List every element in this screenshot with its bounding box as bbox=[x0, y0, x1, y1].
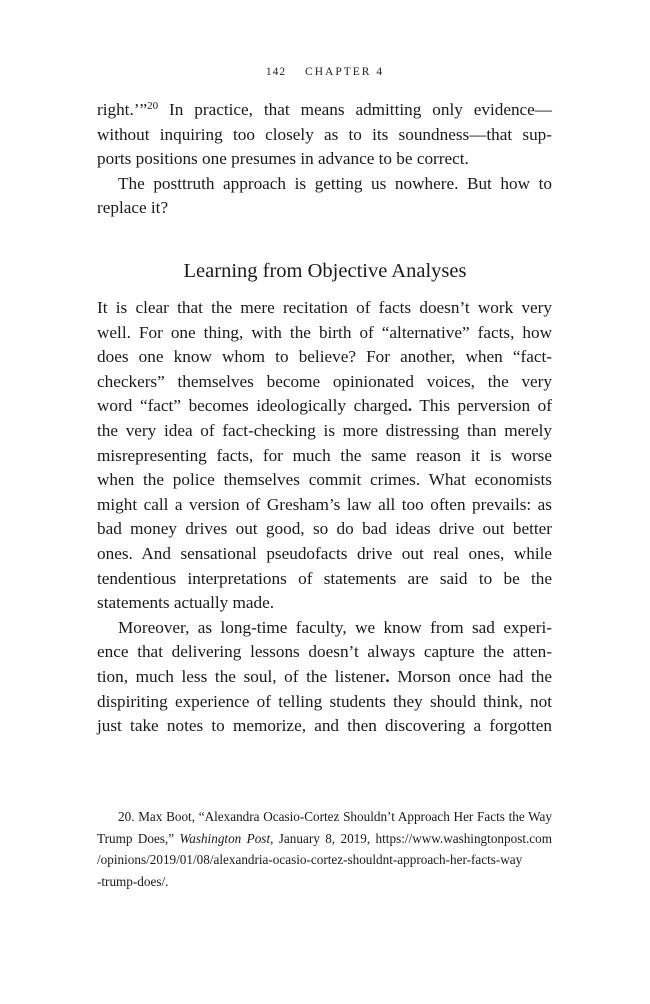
paragraph-3-line-5 bbox=[97, 394, 552, 419]
paragraph-3-line-3: does one know whom to believe? For another, when “fact- bbox=[97, 347, 552, 367]
section-heading: Learning from Objective Analyses bbox=[183, 260, 467, 282]
text-run: Trump Does,” bbox=[97, 830, 180, 846]
body-text-top bbox=[97, 98, 552, 221]
paragraph-4-line-4: dispiriting experience of telling students they should think, not bbox=[97, 691, 552, 711]
paragraph-3-line-13: statements actually made. bbox=[97, 593, 275, 613]
page-number: 142 bbox=[265, 66, 287, 78]
chapter-label: CHAPTER 4 bbox=[305, 66, 385, 78]
footnote-reference[interactable]: 20 bbox=[147, 100, 159, 112]
footnote-url: , January 8, 2019, https://www.washingtonpost.com bbox=[270, 830, 552, 846]
paragraph-4-line-2: ence that delivering lessons doesn’t always capture the atten- bbox=[97, 642, 552, 662]
paragraph-3-line-6: the very idea of fact-checking is more distressing than merely bbox=[97, 420, 552, 440]
footnote-line-3: /opinions/2019/01/08/alexandria-ocasio-cortez-shouldnt-approach-her-facts-way bbox=[97, 852, 523, 867]
paragraph-3-line-10: bad money drives out good, so do bad ideas drive out better bbox=[97, 519, 552, 539]
footnote-line-1: 20. Max Boot, “Alexandra Ocasio-Cortez Shouldn’t Approach Her Facts the Way bbox=[118, 809, 552, 824]
paragraph-1-line-2: without inquiring too closely as to its soundness—that sup- bbox=[97, 124, 552, 144]
publication-title: Washington Post bbox=[179, 830, 271, 846]
paragraph-1-line-1 bbox=[97, 98, 552, 123]
paragraph-3-line-4: checkers” themselves become opinionated voices, the very bbox=[97, 371, 552, 391]
paragraph-3-line-9: might call a version of Gresham’s law all too often prevails: as bbox=[97, 494, 552, 514]
paragraph-3-line-7: misrepresenting facts, for much the same reason it is worse bbox=[97, 445, 552, 465]
paragraph-4-line-3 bbox=[97, 665, 552, 690]
text-run: In practice, that means admitting only evidence— bbox=[158, 100, 552, 119]
text-run: word “fact” becomes ideologically charged bbox=[97, 396, 408, 416]
footnote-line-2 bbox=[97, 828, 552, 850]
paragraph-3-line-11: ones. And sensational pseudofacts drive out real ones, while bbox=[97, 543, 552, 563]
running-head bbox=[0, 66, 650, 78]
paragraph-2-line-2: replace it? bbox=[97, 198, 169, 218]
text-run: right.’” bbox=[97, 100, 148, 119]
paragraph-4-line-5: just take notes to memorize, and then discovering a forgotten bbox=[97, 716, 552, 736]
footnote-line-4: -trump-does/. bbox=[97, 873, 169, 889]
paragraph-4-line-1: Moreover, as long-time faculty, we know from sad experi- bbox=[118, 617, 552, 637]
text-run: Morson once had the bbox=[389, 666, 552, 686]
paragraph-3-line-8: when the police themselves commit crimes. What economists bbox=[97, 470, 552, 490]
text-run: . bbox=[385, 666, 390, 686]
paragraph-3-line-12: tendentious interpretations of statements are said to be the bbox=[97, 568, 552, 588]
paragraph-1-line-3: ports positions one presumes in advance to be correct. bbox=[97, 149, 469, 169]
body-text-main bbox=[97, 296, 552, 739]
paragraph-3-line-1: It is clear that the mere recitation of facts doesn’t work very bbox=[97, 298, 552, 317]
text-run: tion, much less the soul, of the listener bbox=[97, 666, 386, 686]
paragraph-3-line-2: well. For one thing, with the birth of “alternative” facts, how bbox=[97, 322, 552, 342]
footnote bbox=[97, 806, 552, 892]
text-run: . bbox=[407, 396, 413, 416]
paragraph-2-line-1: The posttruth approach is getting us nowhere. But how to bbox=[118, 173, 552, 193]
text-run: This perversion of bbox=[412, 396, 553, 416]
